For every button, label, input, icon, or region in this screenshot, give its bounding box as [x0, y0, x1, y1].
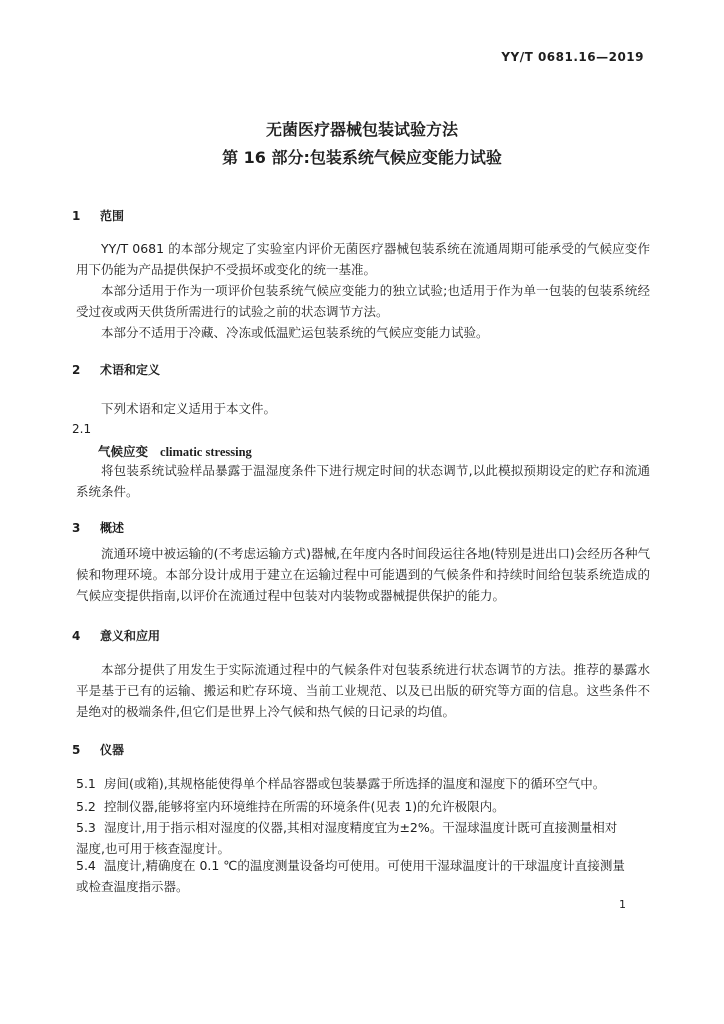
section-title: 仪器 — [100, 743, 125, 757]
document-subtitle: 第 16 部分:包装系统气候应变能力试验 — [222, 148, 502, 167]
item-text: 温度计,精确度在 0.1 ℃的温度测量设备均可使用。可使用干湿球温度计的干球温度计直接测量 — [104, 858, 625, 873]
term-name — [98, 442, 252, 460]
section-number: 5 — [72, 743, 81, 757]
item-5-4-continued: 或检查温度指示器。 — [76, 879, 189, 894]
section-1-heading — [72, 207, 124, 224]
item-text: 控制仪器,能够将室内环境维持在所需的环境条件(见表 1)的允许极限内。 — [104, 799, 505, 814]
item-5-3-continued: 湿度,也可用于核查湿度计。 — [76, 841, 230, 856]
section-title: 意义和应用 — [100, 629, 161, 643]
section-4-paragraph-1: 本部分提供了用发生于实际流通过程中的气候条件对包装系统进行状态调节的方法。推荐的暴露水平是基于已有的运输、搬运和贮存环境、当前工业规范、以及已出版的研究等方面的信息。这些条件不是绝对的极端条件,但它们是世界上冷气候和热气候的日记录的均值。 — [76, 662, 650, 719]
term-number: 2.1 — [72, 422, 92, 436]
section-3-heading — [72, 519, 124, 536]
term-name-en: climatic stressing — [160, 445, 252, 459]
section-1-paragraph-2: 本部分适用于作为一项评价包装系统气候应变能力的独立试验;也适用于作为单一包装的包装系统经受过夜或两天供货所需进行的试验之前的状态调节方法。 — [76, 283, 650, 319]
section-2-paragraph-1: 下列术语和定义适用于本文件。 — [101, 401, 277, 416]
item-number: 5.3 — [76, 820, 96, 835]
section-2-heading — [72, 361, 160, 378]
item-5-1 — [76, 773, 650, 794]
page-number: 1 — [619, 898, 626, 911]
term-definition: 将包装系统试验样品暴露于温湿度条件下进行规定时间的状态调节,以此模拟预期设定的贮存和流通系统条件。 — [76, 463, 650, 499]
section-number: 4 — [72, 629, 81, 643]
section-title: 术语和定义 — [100, 363, 161, 377]
section-3-paragraph-1: 流通环境中被运输的(不考虑运输方式)器械,在年度内各时间段运往各地(特别是进出口)会经历各种气候和物理环境。本部分设计成用于建立在运输过程中可能遇到的气候条件和持续时间给包装系统造成的气候应变提供指南,以评价在流通过程中包装对内装物或器械提供保护的能力。 — [76, 546, 650, 603]
term-name-zh: 气候应变 — [98, 444, 149, 459]
section-number: 2 — [72, 363, 81, 377]
item-5-4 — [76, 855, 650, 876]
item-number: 5.1 — [76, 776, 96, 791]
section-number: 3 — [72, 521, 81, 535]
section-number: 1 — [72, 209, 81, 223]
section-title: 范围 — [100, 209, 125, 223]
item-number: 5.2 — [76, 799, 96, 814]
item-5-2 — [76, 796, 650, 817]
section-title: 概述 — [100, 521, 125, 535]
section-1-paragraph-1: YY/T 0681 的本部分规定了实验室内评价无菌医疗器械包装系统在流通周期可能承受的气候应变作用下仍能为产品提供保护不受损坏或变化的统一基准。 — [76, 241, 650, 277]
item-5-3 — [76, 817, 650, 838]
section-4-heading — [72, 627, 160, 644]
section-1-paragraph-3: 本部分不适用于冷藏、冷冻或低温贮运包装系统的气候应变能力试验。 — [101, 325, 489, 340]
item-text: 湿度计,用于指示相对湿度的仪器,其相对湿度精度宜为±2%。干湿球温度计既可直接测量相对 — [104, 820, 618, 835]
item-text: 房间(或箱),其规格能使得单个样品容器或包装暴露于所选择的温度和湿度下的循环空气中。 — [104, 776, 606, 791]
section-5-heading — [72, 741, 124, 758]
standard-code: YY/T 0681.16—2019 — [501, 50, 644, 64]
item-number: 5.4 — [76, 858, 96, 873]
document-title: 无菌医疗器械包装试验方法 — [265, 120, 458, 139]
